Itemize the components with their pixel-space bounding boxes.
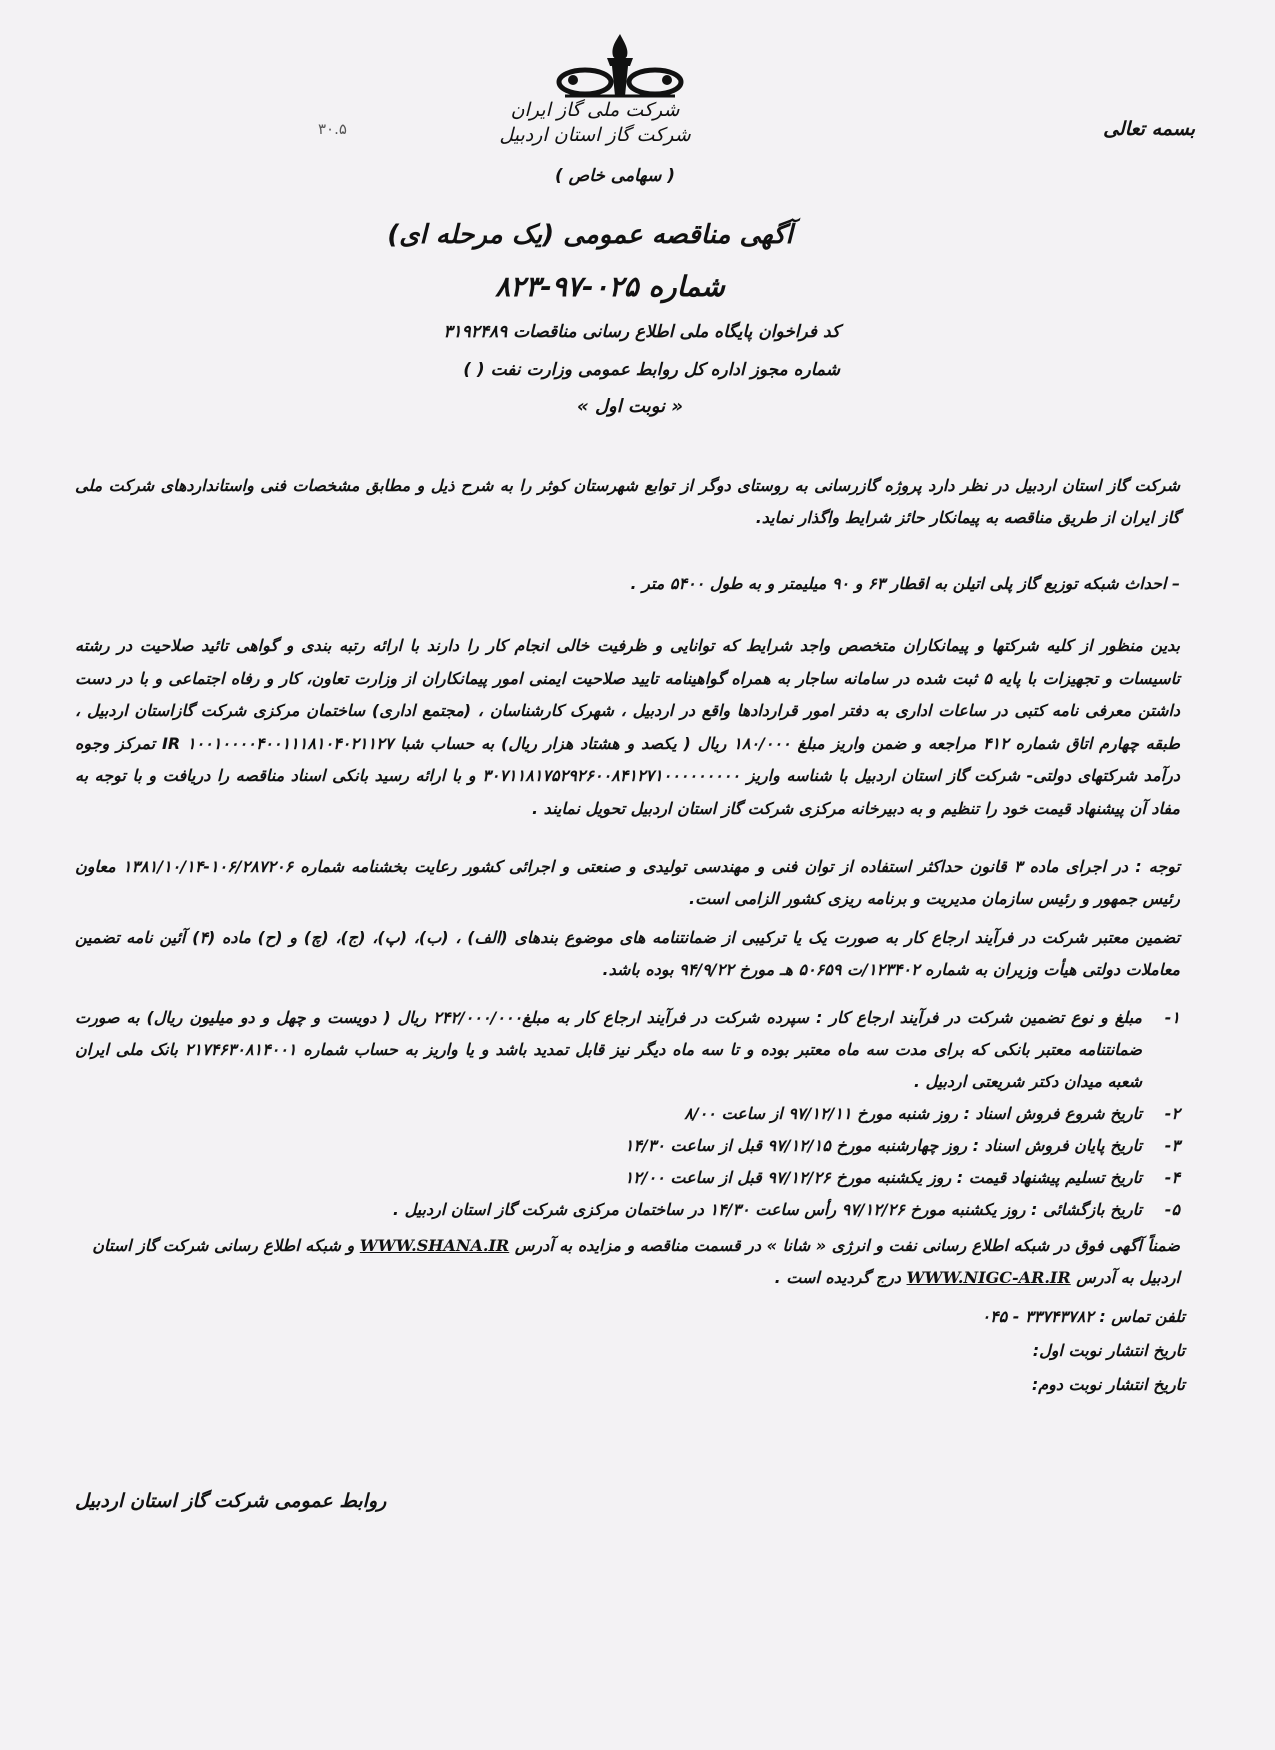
list-item-number: ۲- bbox=[1164, 1104, 1180, 1123]
list-item bbox=[75, 1130, 1180, 1162]
company-type: ( سهامی خاص ) bbox=[554, 166, 676, 186]
list-item-number: ۳- bbox=[1164, 1136, 1180, 1155]
publication-text-1: ضمناً آگهی فوق در شبکه اطلاع رسانی نفت و انرژی « شانا » در قسمت مناقصه و مزایده به آدرس bbox=[514, 1236, 1180, 1255]
list-item-text: تاریخ پایان فروش اسناد : روز چهارشنبه مورخ ۹۷/۱۲/۱۵ قبل از ساعت ۱۴/۳۰ bbox=[624, 1136, 1142, 1155]
eligibility-paragraph: بدین منظور از کلیه شرکتها و پیمانکاران متخصص واجد شرایط که توانایی و ظرفیت خالی انجام کار را دارند با ارائه رتبه بندی و گواهی تائید صلاحیت در رشته تاسیسات و تجهیزات با پایه ۵ ثبت شده در سامانه ساجار به همراه گواهینامه تایید صلاحیت ایمنی امور پیمانکاران از وزارت تعاون، کار و رفاه اجتماعی و با در دست داشتن معرفی نامه کتبی در ساعات اداری به دفتر امور قراردادها واقع در اردبیل ، شهرک کارشناسان ، (مجتمع اداری) ساختمان مرکزی شرکت گازاستان اردبیل ، طبقه چهارم اتاق شماره ۴۱۲ مراجعه و ضمن واریز مبلغ ۱۸۰/۰۰۰ ریال ( یکصد و هشتاد هزار ریال) به حساب شبا IR ۱۰۰۱۰۰۰۰۴۰۰۱۱۱۸۱۰۴۰۲۱۱۲۷ تمرکز وجوه درآمد شرکتهای دولتی- شرکت گاز استان اردبیل با شناسه واریز ۳۰۷۱۱۸۱۷۵۲۹۲۶۰۰۸۴۱۲۷۱۰۰۰۰۰۰۰۰۰ و با ارائه رسید بانکی اسناد مناقصه را دریافت و با توجه به مفاد آن پیشنهاد قیمت خود را تنظیم و به دبیرخانه مرکزی شرکت گاز استان اردبیل تحویل نمایند . bbox=[75, 636, 1181, 818]
guarantee-paragraph: تضمین معتبر شرکت در فرآیند ارجاع کار به صورت یک یا ترکیبی از ضمانتنامه های موضوع بندهای (الف) ، (ب)، (پ)، (ج)، (چ) و (ح) ماده (۴) آئین نامه تضمین معاملات دولتی هیأت وزیران به شماره ۱۲۳۴۰۲/ت ۵۰۶۵۹ هـ مورخ ۹۴/۹/۲۲ بوده باشد. bbox=[75, 928, 1180, 979]
tender-code: کد فراخوان پایگاه ملی اطلاع رسانی مناقصات ۳۱۹۲۴۸۹ bbox=[443, 322, 840, 342]
list-item-number: ۱- bbox=[1164, 1008, 1180, 1027]
nigc-link: WWW.NIGC-AR.IR bbox=[906, 1268, 1071, 1287]
shana-link: WWW.SHANA.IR bbox=[359, 1236, 510, 1255]
notice-number: شماره ۰۲۵-۹۷-۸۲۳ bbox=[495, 270, 725, 303]
notice-title: آگهی مناقصه عمومی (یک مرحله ای) bbox=[387, 220, 793, 250]
project-scope: – احداث شبکه توزیع گاز پلی اتیلن به اقطار ۶۳ و ۹۰ میلیمتر و به طول ۵۴۰۰ متر . bbox=[630, 574, 1180, 593]
handwritten-note: ۳۰.۵ bbox=[318, 120, 347, 138]
conditions-list bbox=[75, 1002, 1180, 1226]
list-item-text: تاریخ تسلیم پیشنهاد قیمت : روز یکشنبه مورخ ۹۷/۱۲/۲۶ قبل از ساعت ۱۲/۰۰ bbox=[624, 1168, 1142, 1187]
signature: روابط عمومی شرکت گاز استان اردبیل bbox=[75, 1490, 387, 1512]
company-name bbox=[480, 98, 710, 148]
basmala: بسمه تعالی bbox=[1103, 118, 1195, 140]
publication-notice bbox=[75, 1230, 1180, 1294]
license-number: شماره مجوز اداره کل روابط عمومی وزارت نفت ( ) bbox=[463, 360, 840, 380]
list-item bbox=[75, 1194, 1180, 1226]
contact-phone: تلفن تماس : ۳۳۷۴۳۷۸۲ - ۰۴۵ bbox=[981, 1307, 1185, 1326]
publication-text-3: درج گردیده است . bbox=[774, 1268, 901, 1287]
publication-text-2: و شبکه اطلاع رسانی شرکت گاز استان اردبیل به آدرس bbox=[92, 1236, 1180, 1287]
contact-block bbox=[981, 1300, 1185, 1402]
publication-turn: « نوبت اول » bbox=[577, 396, 683, 417]
list-item bbox=[75, 1098, 1180, 1130]
list-item-number: ۵- bbox=[1164, 1200, 1180, 1219]
first-publish-date: تاریخ انتشار نوبت اول: bbox=[1032, 1341, 1185, 1360]
note-paragraph: توجه : در اجرای ماده ۳ قانون حداکثر استفاده از توان فنی و مهندسی تولیدی و صنعتی و اجرائی کشور رعایت بخشنامه شماره ۱۰۶/۲۸۷۲۰۶-۱۳۸۱/۱۰/۱۴ معاون رئیس جمهور و رئیس سازمان مدیریت و برنامه ریزی کشور الزامی است. bbox=[75, 857, 1180, 908]
second-publish-date: تاریخ انتشار نوبت دوم: bbox=[1031, 1375, 1185, 1394]
list-item-text: تاریخ بازگشائی : روز یکشنبه مورخ ۹۷/۱۲/۲۶ رأس ساعت ۱۴/۳۰ در ساختمان مرکزی شرکت گاز استان اردبیل . bbox=[392, 1200, 1142, 1219]
company-name-line2: شرکت گاز استان اردبیل bbox=[499, 124, 691, 146]
company-name-line1: شرکت ملی گاز ایران bbox=[510, 99, 680, 121]
list-item-text: مبلغ و نوع تضمین شرکت در فرآیند ارجاع کار : سپرده شرکت در فرآیند ارجاع کار به مبلغ۲۴۲/۰۰۰/۰۰۰ ریال ( دویست و چهل و دو میلیون ریال) به صورت ضمانتنامه معتبر بانکی که برای مدت سه ماه معتبر بوده و تا سه ماه دیگر نیز قابل تمدید باشد و یا واریز به حساب شماره ۲۱۷۴۶۳۰۸۱۴۰۰۱ بانک ملی ایران شعبه میدان دکتر شریعتی اردبیل . bbox=[75, 1008, 1142, 1091]
list-item-number: ۴- bbox=[1164, 1168, 1180, 1187]
list-item bbox=[75, 1002, 1180, 1098]
intro-paragraph: شرکت گاز استان اردبیل در نظر دارد پروژه گازرسانی به روستای دوگر از توابع شهرستان کوثر را به شرح ذیل و مطابق مشخصات فنی واستانداردهای شرکت ملی گاز ایران از طریق مناقصه به پیمانکار حائز شرایط واگذار نماید. bbox=[75, 476, 1181, 527]
list-item-text: تاریخ شروع فروش اسناد : روز شنبه مورخ ۹۷/۱۲/۱۱ از ساعت ۸/۰۰ bbox=[684, 1104, 1142, 1123]
list-item bbox=[75, 1162, 1180, 1194]
